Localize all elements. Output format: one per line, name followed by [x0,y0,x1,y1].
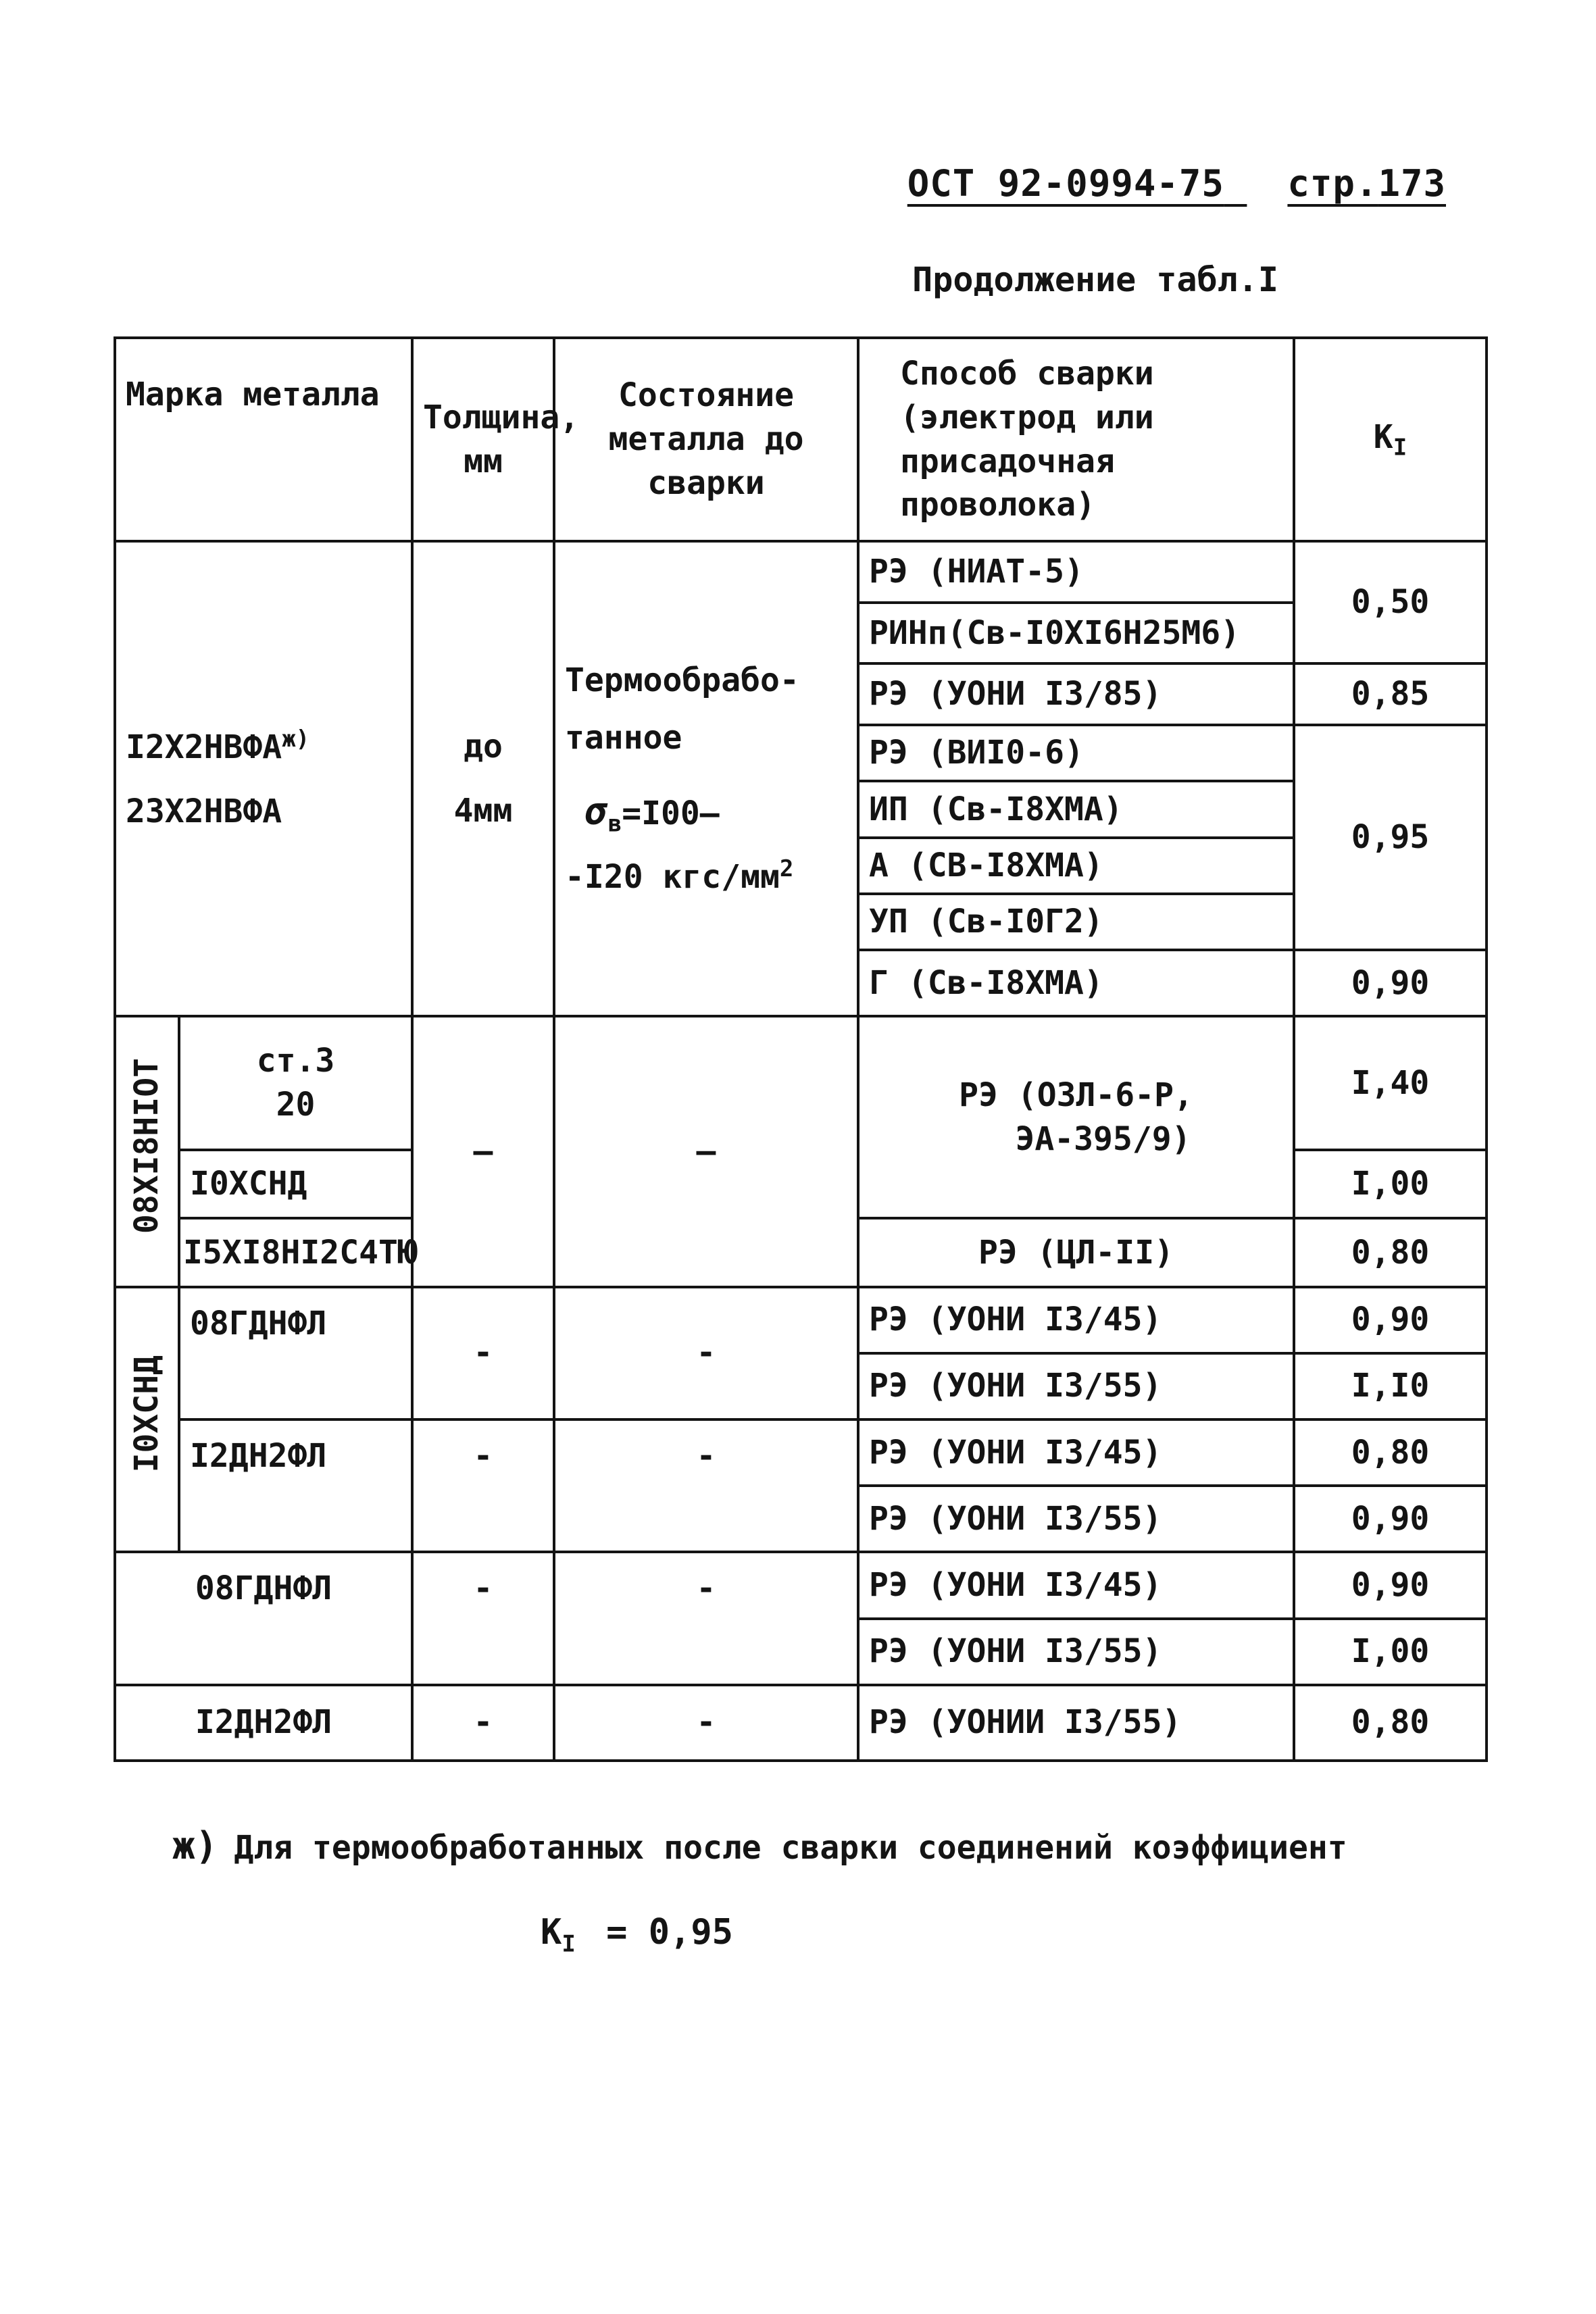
footnote-text: Для термообработанных после сварки соединений коэффициент [234,1829,1347,1867]
group2-method-2: РЭ (ЦЛ-II) [858,1218,1294,1286]
welding-coefficient-table [114,336,1488,1762]
method-cell: РЭ (НИАТ-5) [858,541,1294,603]
dash-cell: - [554,1552,858,1684]
k-value: I,40 [1294,1016,1487,1149]
table-row [115,1419,1487,1486]
table-row [115,541,1487,603]
group3-sub-grade-1: 08ГДНФЛ [179,1287,412,1419]
group2-thickness: — [412,1016,554,1286]
k-value: 0,90 [1294,950,1487,1016]
method-cell: А (СВ-I8ХМА) [858,838,1294,894]
group2-sub-grade-1: ст.3 20 [179,1016,412,1149]
table-continuation-label: Продолжение табл.I [912,260,1278,299]
dash-cell: - [412,1685,554,1761]
footnote [172,1824,1347,1868]
k-value: 0,50 [1294,541,1487,663]
group1-grades [115,541,412,1016]
dash-cell: - [554,1419,858,1552]
dash-cell: - [412,1419,554,1552]
group2-method-1: РЭ (ОЗЛ-6-Р, ЭА-395/9) [858,1016,1294,1218]
method-cell: РЭ (УОНИ I3/55) [858,1619,1294,1685]
k-value: 0,85 [1294,663,1487,725]
method-cell: Г (Св-I8ХМА) [858,950,1294,1016]
method-cell: РЭ (ВИI0-6) [858,725,1294,781]
group1-grade-1: $I2Х2НВФА^{ж)}$ [126,725,310,766]
group3-base-metal: I0ХСНД [115,1287,179,1553]
method-cell: РИНп(Св-I0ХI6Н25М6) [858,603,1294,664]
header-method: Способ сварки (электрод или присадочная проволока) [858,338,1294,541]
method-cell: РЭ (УОНИ I3/85) [858,663,1294,725]
group1-grade-2: 23Х2НВФА [126,792,282,830]
dash-cell: - [554,1287,858,1419]
page-number: 173 [1378,162,1446,205]
dash-cell: - [412,1552,554,1684]
k-value: I,00 [1294,1150,1487,1218]
k-value: 0,90 [1294,1486,1487,1552]
k-value: 0,95 [1294,725,1487,950]
standard-number: ОСТ 92-0994-75 [907,162,1224,205]
method-cell: РЭ (УОНИ I3/45) [858,1287,1294,1353]
k-value: 0,90 [1294,1287,1487,1353]
k-value: 0,80 [1294,1685,1487,1761]
page-label: стр. [1287,162,1378,205]
group4-grade-1: 08ГДНФЛ [115,1552,412,1684]
group4-grade-2: I2ДН2ФЛ [115,1685,412,1761]
table-row [115,1552,1487,1618]
group2-state: — [554,1016,858,1286]
group1-thickness: до 4мм [412,541,554,1016]
table-header-row [115,338,1487,541]
method-cell: РЭ (УОНИ I3/45) [858,1419,1294,1486]
document-header [907,162,1446,205]
method-cell: УП (Св-I0Г2) [858,894,1294,950]
header-coefficient: $К_I$ [1294,338,1487,541]
group1-strength: $\sigma_в=I00—$ [585,790,720,838]
group3-sub-grade-2: I2ДН2ФЛ [179,1419,412,1552]
header-state: Состояние металла до сварки [554,338,858,541]
k-value: 0,80 [1294,1419,1487,1486]
group2-sub-grade-3: I5ХI8НI2С4ТЮ [179,1218,412,1286]
k-value: 0,90 [1294,1552,1487,1618]
k-value: I,I0 [1294,1353,1487,1419]
header-grade: Марка металла [115,338,412,541]
k-value: I,00 [1294,1619,1487,1685]
dash-cell: - [554,1685,858,1761]
table-row [115,1685,1487,1761]
table-row [115,1016,1487,1149]
group2-base-metal: 08ХI8НIОТ [115,1016,179,1286]
group1-state: Термообрабо- танное $\sigma_в=I00—$ -I20 кгс/$мм^2$ [554,541,858,1016]
dash-cell: - [412,1287,554,1419]
group2-sub-grade-2: I0ХСНД [179,1150,412,1218]
footnote-formula: $К_I = 0,95$ [541,1912,733,1958]
method-cell: РЭ (УОНИИ I3/55) [858,1685,1294,1761]
method-cell: ИП (Св-I8ХМА) [858,781,1294,837]
header-thickness: Толщина, мм [412,338,554,541]
k-value: 0,80 [1294,1218,1487,1286]
method-cell: РЭ (УОНИ I3/45) [858,1552,1294,1618]
method-cell: РЭ (УОНИ I3/55) [858,1353,1294,1419]
method-cell: РЭ (УОНИ I3/55) [858,1486,1294,1552]
table-row [115,1287,1487,1353]
footnote-mark: ж) [172,1824,218,1868]
